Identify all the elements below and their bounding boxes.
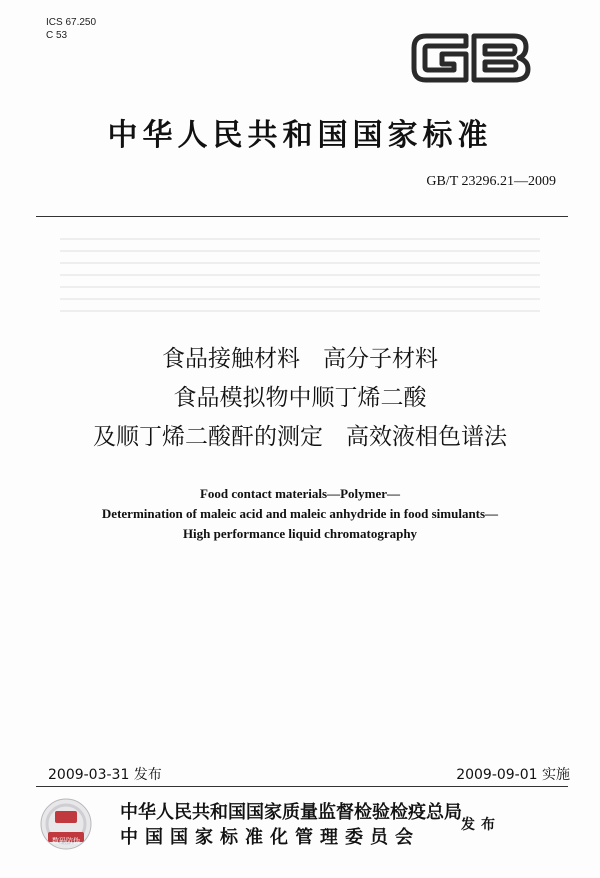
- en-title-line-2: Determination of maleic acid and maleic anhydride in food simulants—: [101, 506, 499, 521]
- issuing-authorities: [120, 800, 462, 850]
- english-standard-title: [0, 484, 600, 544]
- standard-number: GB/T 23296.21—2009: [426, 174, 556, 189]
- bleed-through-text: [60, 232, 540, 312]
- cn-title-line-3: 及顺丁烯二酸酐的测定 高效液相色谱法: [93, 424, 507, 450]
- chinese-standard-title: [0, 340, 600, 457]
- ics-classification: [46, 16, 96, 42]
- footer-divider: [36, 786, 568, 787]
- issue-date: 2009-03-31 发布: [48, 767, 162, 783]
- issuer-sac: 中国国家标准化管理委员会: [120, 827, 420, 848]
- ccs-code: C 53: [46, 30, 68, 41]
- cn-title-line-1: 食品接触材料 高分子材料: [162, 346, 438, 372]
- publish-label: 发布: [461, 817, 501, 833]
- en-title-line-3: High performance liquid chromatography: [182, 526, 418, 541]
- national-standard-title: 中华人民共和国国家标准: [107, 118, 493, 153]
- seal-label: 数码防伪: [52, 837, 80, 845]
- cn-title-line-2: 食品模拟物中顺丁烯二酸: [173, 385, 427, 411]
- ics-code: ICS 67.250: [46, 17, 97, 28]
- issuer-aqsiq: 中华人民共和国国家质量监督检验检疫总局: [120, 802, 462, 823]
- en-title-line-1: Food contact materials—Polymer—: [199, 486, 400, 501]
- gb-logo-icon: [408, 26, 534, 90]
- header-divider: [36, 216, 568, 217]
- implementation-date: 2009-09-01 实施: [456, 767, 570, 783]
